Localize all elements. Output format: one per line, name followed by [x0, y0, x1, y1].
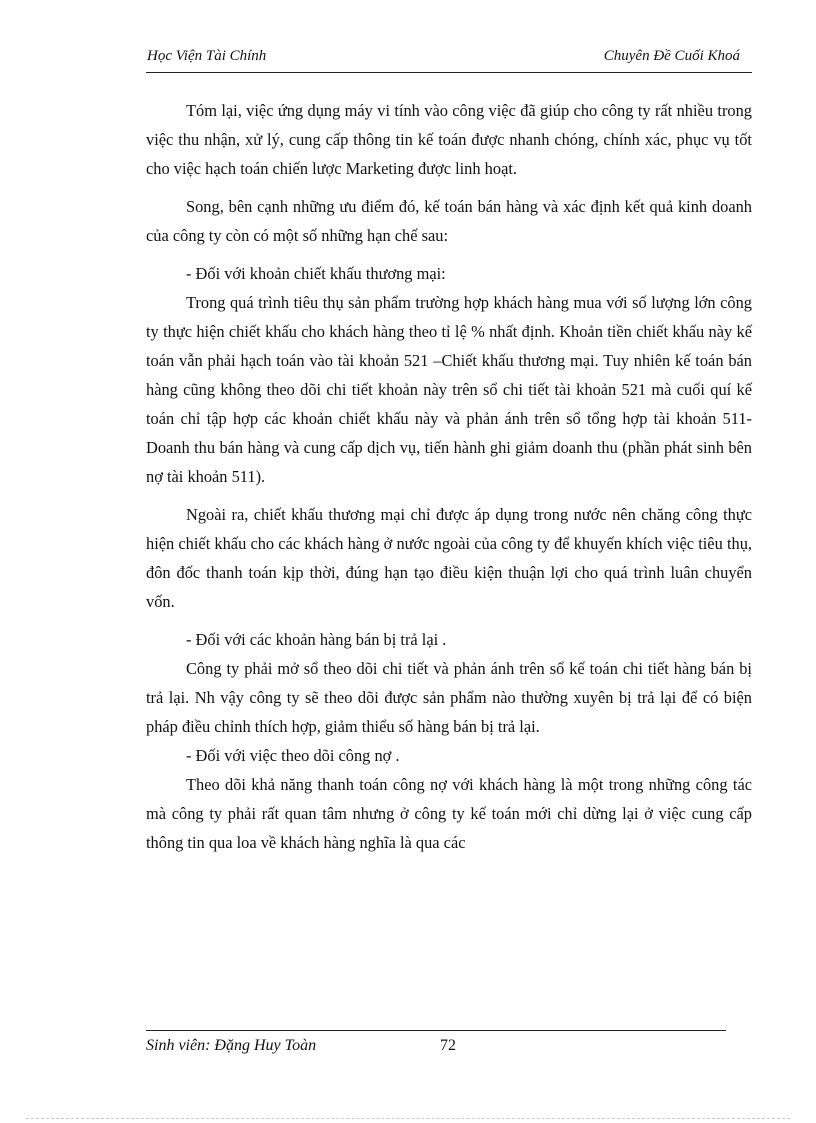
header-title: Chuyên Đề Cuối Khoá: [603, 48, 740, 64]
subheading-returned-goods: - Đối với các khoản hàng bán bị trả lại .: [186, 630, 447, 649]
footer-divider: [146, 1030, 726, 1031]
header-divider: [146, 72, 752, 73]
page-break-line: [26, 1118, 790, 1119]
paragraph-debt-tracking: Theo dõi khả năng thanh toán công nợ với khách hàng là một trong những công tác mà công ty phải rất quan tâm nhưng ở công ty kế toán mới chỉ dừng lại ở việc cung cấp thông tin qua loa về khách hàng nghĩa là qua các: [146, 775, 752, 852]
paragraph-trade-discount: Trong quá trình tiêu thụ sản phẩm trường hợp khách hàng mua với số lượng lớn công ty thực hiện chiết khấu cho khách hàng theo tỉ lệ % nhất định. Khoản tiền chiết khấu này kế toán vẫn phải hạch toán vào tài khoản 521 –Chiết khấu thương mại. Tuy nhiên kế toán bán hàng cũng không theo dõi chi tiết khoản này trên sổ chi tiết tài khoản 521 mà cuối quí kế toán chỉ tập hợp các khoản chiết khấu này và phản ánh trên sổ tổng hợp tài khoản 511- Doanh thu bán hàng và cung cấp dịch vụ, tiến hành ghi giảm doanh thu (phần phát sinh bên nợ tài khoản 511).: [146, 293, 752, 486]
subheading-debt-tracking: - Đối với việc theo dõi công nợ .: [186, 746, 400, 765]
document-body: [146, 96, 752, 857]
paragraph-limitations-intro: Song, bên cạnh những ưu điểm đó, kế toán bán hàng và xác định kết quả kinh doanh của công ty còn có một số những hạn chế sau:: [146, 197, 752, 245]
footer-student-name: Sinh viên: Đặng Huy Toàn: [146, 1037, 317, 1054]
paragraph-returned-goods: Công ty phải mở sổ theo dõi chi tiết và phản ánh trên sổ kế toán chi tiết hàng bán bị trả lại. Nh vậy công ty sẽ theo dõi được sản phẩm nào thường xuyên bị trả lại để có biện pháp điều chỉnh thích hợp, giảm thiểu số hàng bán bị trả lại.: [146, 659, 752, 736]
subheading-trade-discount: - Đối với khoản chiết khấu thương mại:: [186, 264, 446, 283]
paragraph-foreign-discount: Ngoài ra, chiết khấu thương mại chỉ được áp dụng trong nước nên chăng công thực hiện chiết khấu cho các khách hàng ở nước ngoài của công ty để khuyến khích việc tiêu thụ, đôn đốc thanh toán kịp thời, đúng hạn tạo điều kiện thuận lợi cho quá trình luân chuyển vốn.: [146, 505, 752, 611]
header-school: Học Viện Tài Chính: [147, 48, 267, 64]
paragraph-summary: Tóm lại, việc ứng dụng máy vi tính vào công việc đã giúp cho công ty rất nhiều trong việc thu nhận, xử lý, cung cấp thông tin kế toán được nhanh chóng, chính xác, phục vụ tốt cho việc hạch toán chiến lược Marketing được linh hoạt.: [146, 101, 752, 178]
page-number: 72: [440, 1037, 456, 1054]
